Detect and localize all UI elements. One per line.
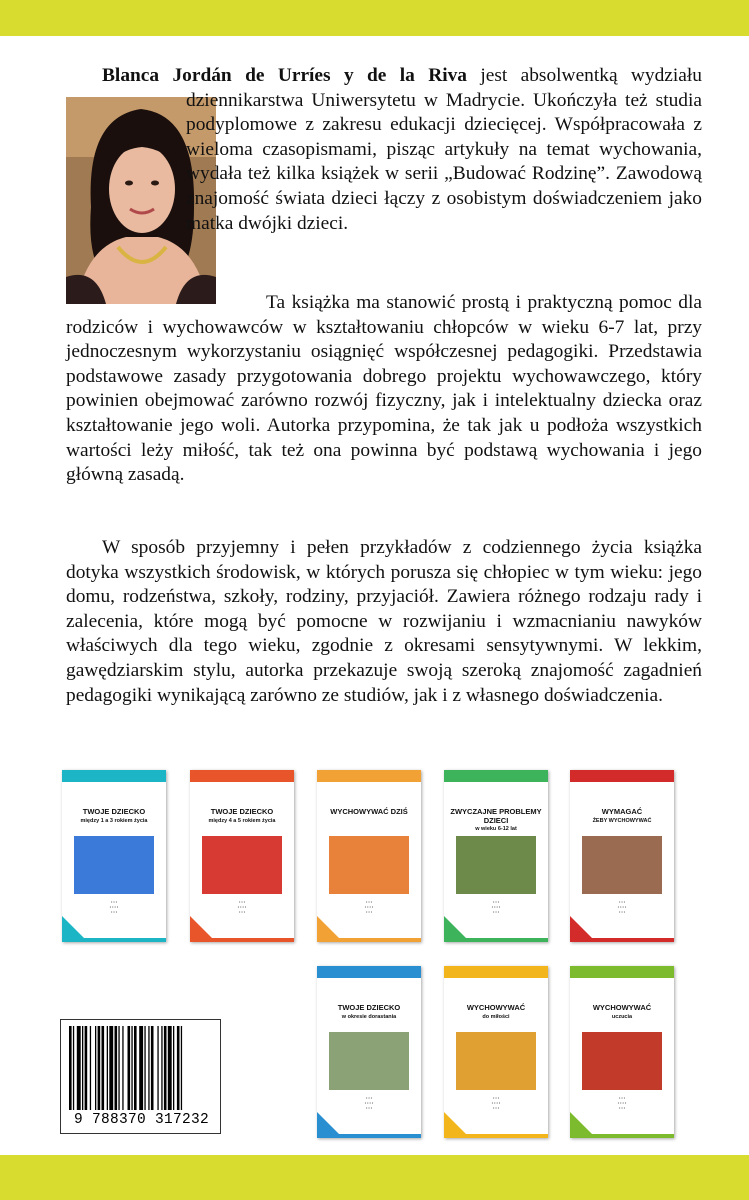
barcode-bar bbox=[157, 1026, 158, 1110]
bio-text: jest absolwentką wydziału dziennikarstwa Uniwersytetu w Madrycie. Ukończyła też studia podyplomowe z zakresu edukacji dziecięcej. Współpracowała z wieloma czasopismami, pisząc artykuły na temat wychowania, wydała też kilka książek w serii „Budować Rodzinę”. Zawodową znajomość świata dzieci łączy z osobistym doświadczeniem jako matka dwójki dzieci. bbox=[186, 65, 702, 234]
book-title: TWOJE DZIECKO w okresie dorastania bbox=[337, 1003, 401, 1020]
book-title: WYMAGAĆ ŻEBY WYCHOWYWAĆ bbox=[592, 807, 652, 824]
barcode bbox=[60, 1019, 221, 1134]
isbn-number: 9 788370 317232 bbox=[73, 1112, 210, 1128]
description-text-1: Ta książka ma stanowić prostą i praktyczną pomoc dla rodziców i wychowawców w kształtowaniu chłopców w wieku 6-7 lat, przy jednoczesnym wykorzystaniu osiągnięć współczesnej pedagogiki. Przedstawia podstawowe zasady przygotowania dobrego projektu wychowawczego, który powinien obejmować zarówno rozwój fizyczny, jak i intelektualny dziecka oraz kształtowanie jego woli. Autorka przypomina, że tak jak u podłoża wszystkich wartości leży miłość, tak też ona powinna być podstawą wychowania i jego główną zasadą. bbox=[66, 292, 702, 486]
book-cover bbox=[190, 770, 294, 942]
barcode-bar bbox=[139, 1026, 143, 1110]
book-blurb: • • • • • • • • • • bbox=[364, 1096, 374, 1110]
book-cover-image bbox=[329, 836, 409, 894]
book-blurb: • • • • • • • • • • bbox=[491, 1096, 501, 1110]
book-author: Marisa Mateo bbox=[190, 770, 294, 782]
barcode-bar bbox=[98, 1026, 101, 1110]
barcode-bar bbox=[85, 1026, 88, 1110]
book-title: WYCHOWYWAĆ uczucia bbox=[592, 1003, 652, 1020]
book-author: Teresa Artola González bbox=[444, 770, 548, 782]
book-blurb: • • • • • • • • • • bbox=[237, 900, 247, 914]
cover-corner bbox=[62, 916, 84, 938]
book-cover bbox=[570, 966, 674, 1138]
book-cover bbox=[444, 966, 548, 1138]
barcode-bar bbox=[109, 1026, 113, 1110]
barcode-bar bbox=[128, 1026, 131, 1110]
barcode-bars bbox=[69, 1026, 214, 1110]
barcode-bar bbox=[164, 1026, 167, 1110]
barcode-bar bbox=[115, 1026, 118, 1110]
book-blurb: • • • • • • • • • • bbox=[364, 900, 374, 914]
barcode-bar bbox=[95, 1026, 96, 1110]
book-cover-image bbox=[74, 836, 154, 894]
cover-corner bbox=[570, 916, 592, 938]
book-cover-image bbox=[329, 1032, 409, 1090]
barcode-bar bbox=[82, 1026, 83, 1110]
barcode-bar bbox=[77, 1026, 81, 1110]
bottom-color-band bbox=[0, 1155, 749, 1200]
barcode-bar bbox=[131, 1026, 132, 1110]
barcode-bar bbox=[181, 1026, 182, 1110]
book-cover bbox=[570, 770, 674, 942]
book-title: TWOJE DZIECKO między 4 a 5 rokiem życia bbox=[208, 807, 276, 824]
book-cover-image bbox=[456, 1032, 536, 1090]
book-cover-image bbox=[456, 836, 536, 894]
book-author: Gerardo Castillo bbox=[317, 966, 421, 978]
barcode-bar bbox=[161, 1026, 162, 1110]
book-cover bbox=[317, 966, 421, 1138]
barcode-bar bbox=[168, 1026, 172, 1110]
book-cover-image bbox=[582, 836, 662, 894]
book-blurb: • • • • • • • • • • bbox=[617, 900, 627, 914]
barcode-bar bbox=[107, 1026, 108, 1110]
cover-corner bbox=[444, 916, 466, 938]
book-cover bbox=[444, 770, 548, 942]
cover-corner bbox=[190, 916, 212, 938]
book-author: Blanca Jordán de Urríes bbox=[62, 770, 166, 782]
barcode-bar bbox=[118, 1026, 119, 1110]
barcode-bar bbox=[69, 1026, 72, 1110]
book-blurb: • • • • • • • • • • bbox=[491, 900, 501, 914]
cover-corner bbox=[317, 916, 339, 938]
barcode-bar bbox=[90, 1026, 91, 1110]
book-cover bbox=[317, 770, 421, 942]
barcode-bar bbox=[102, 1026, 105, 1110]
book-blurb: • • • • • • • • • • bbox=[109, 900, 119, 914]
author-bio bbox=[102, 64, 702, 310]
barcode-bar bbox=[177, 1026, 180, 1110]
book-title: WYCHOWYWAĆ do miłości bbox=[466, 1003, 526, 1020]
book-author: Eusebio Ferrer Hortet bbox=[570, 770, 674, 782]
photo-wrap bbox=[66, 98, 186, 310]
book-title: WYCHOWYWAĆ DZIŚ bbox=[330, 807, 408, 816]
cover-corner bbox=[444, 1112, 466, 1134]
book-title: TWOJE DZIECKO między 1 a 3 rokiem życia bbox=[80, 807, 148, 824]
barcode-bar bbox=[148, 1026, 149, 1110]
book-cover-image bbox=[202, 836, 282, 894]
description-paragraph-1 bbox=[66, 291, 702, 488]
book-cover bbox=[62, 770, 166, 942]
barcode-bar bbox=[151, 1026, 154, 1110]
barcode-bar bbox=[73, 1026, 74, 1110]
description-paragraph-2 bbox=[66, 536, 702, 708]
cover-corner bbox=[570, 1112, 592, 1134]
book-author: Juan José Javaloyes bbox=[444, 966, 548, 978]
book-blurb: • • • • • • • • • • bbox=[617, 1096, 627, 1110]
barcode-bar bbox=[122, 1026, 123, 1110]
author-name: Blanca Jordán de Urríes y de la Riva bbox=[102, 65, 467, 86]
top-color-band bbox=[0, 0, 749, 36]
cover-corner bbox=[317, 1112, 339, 1134]
book-author: Fernando Corominas bbox=[317, 770, 421, 782]
book-author: Alfonso Aguiló bbox=[570, 966, 674, 978]
barcode-bar bbox=[144, 1026, 145, 1110]
book-title: ZWYCZAJNE PROBLEMY DZIECI w wieku 6-12 lat bbox=[450, 807, 542, 832]
description-text-2: W sposób przyjemny i pełen przykładów z codziennego życia książka dotyka wszystkich środowisk, w których porusza się chłopiec w tym wieku: jego domu, rodzeństwa, szkoły, rodziny, przyjaciół. Zawiera różnego rodzaju rady i zalecenia, które mogą być pomocne w rozwijaniu i wzmacnianiu nawyków właściwych dla tego wieku, zgodnie z okresami sensytywnymi. W lekkim, gawędziarskim stylu, autorka przekazuje swoją szeroką znajomość zagadnień pedagogiki wynikającą zarówno ze studiów, jak i z własnego doświadczenia. bbox=[66, 537, 702, 706]
book-cover-image bbox=[582, 1032, 662, 1090]
barcode-bar bbox=[173, 1026, 174, 1110]
barcode-bar bbox=[134, 1026, 137, 1110]
